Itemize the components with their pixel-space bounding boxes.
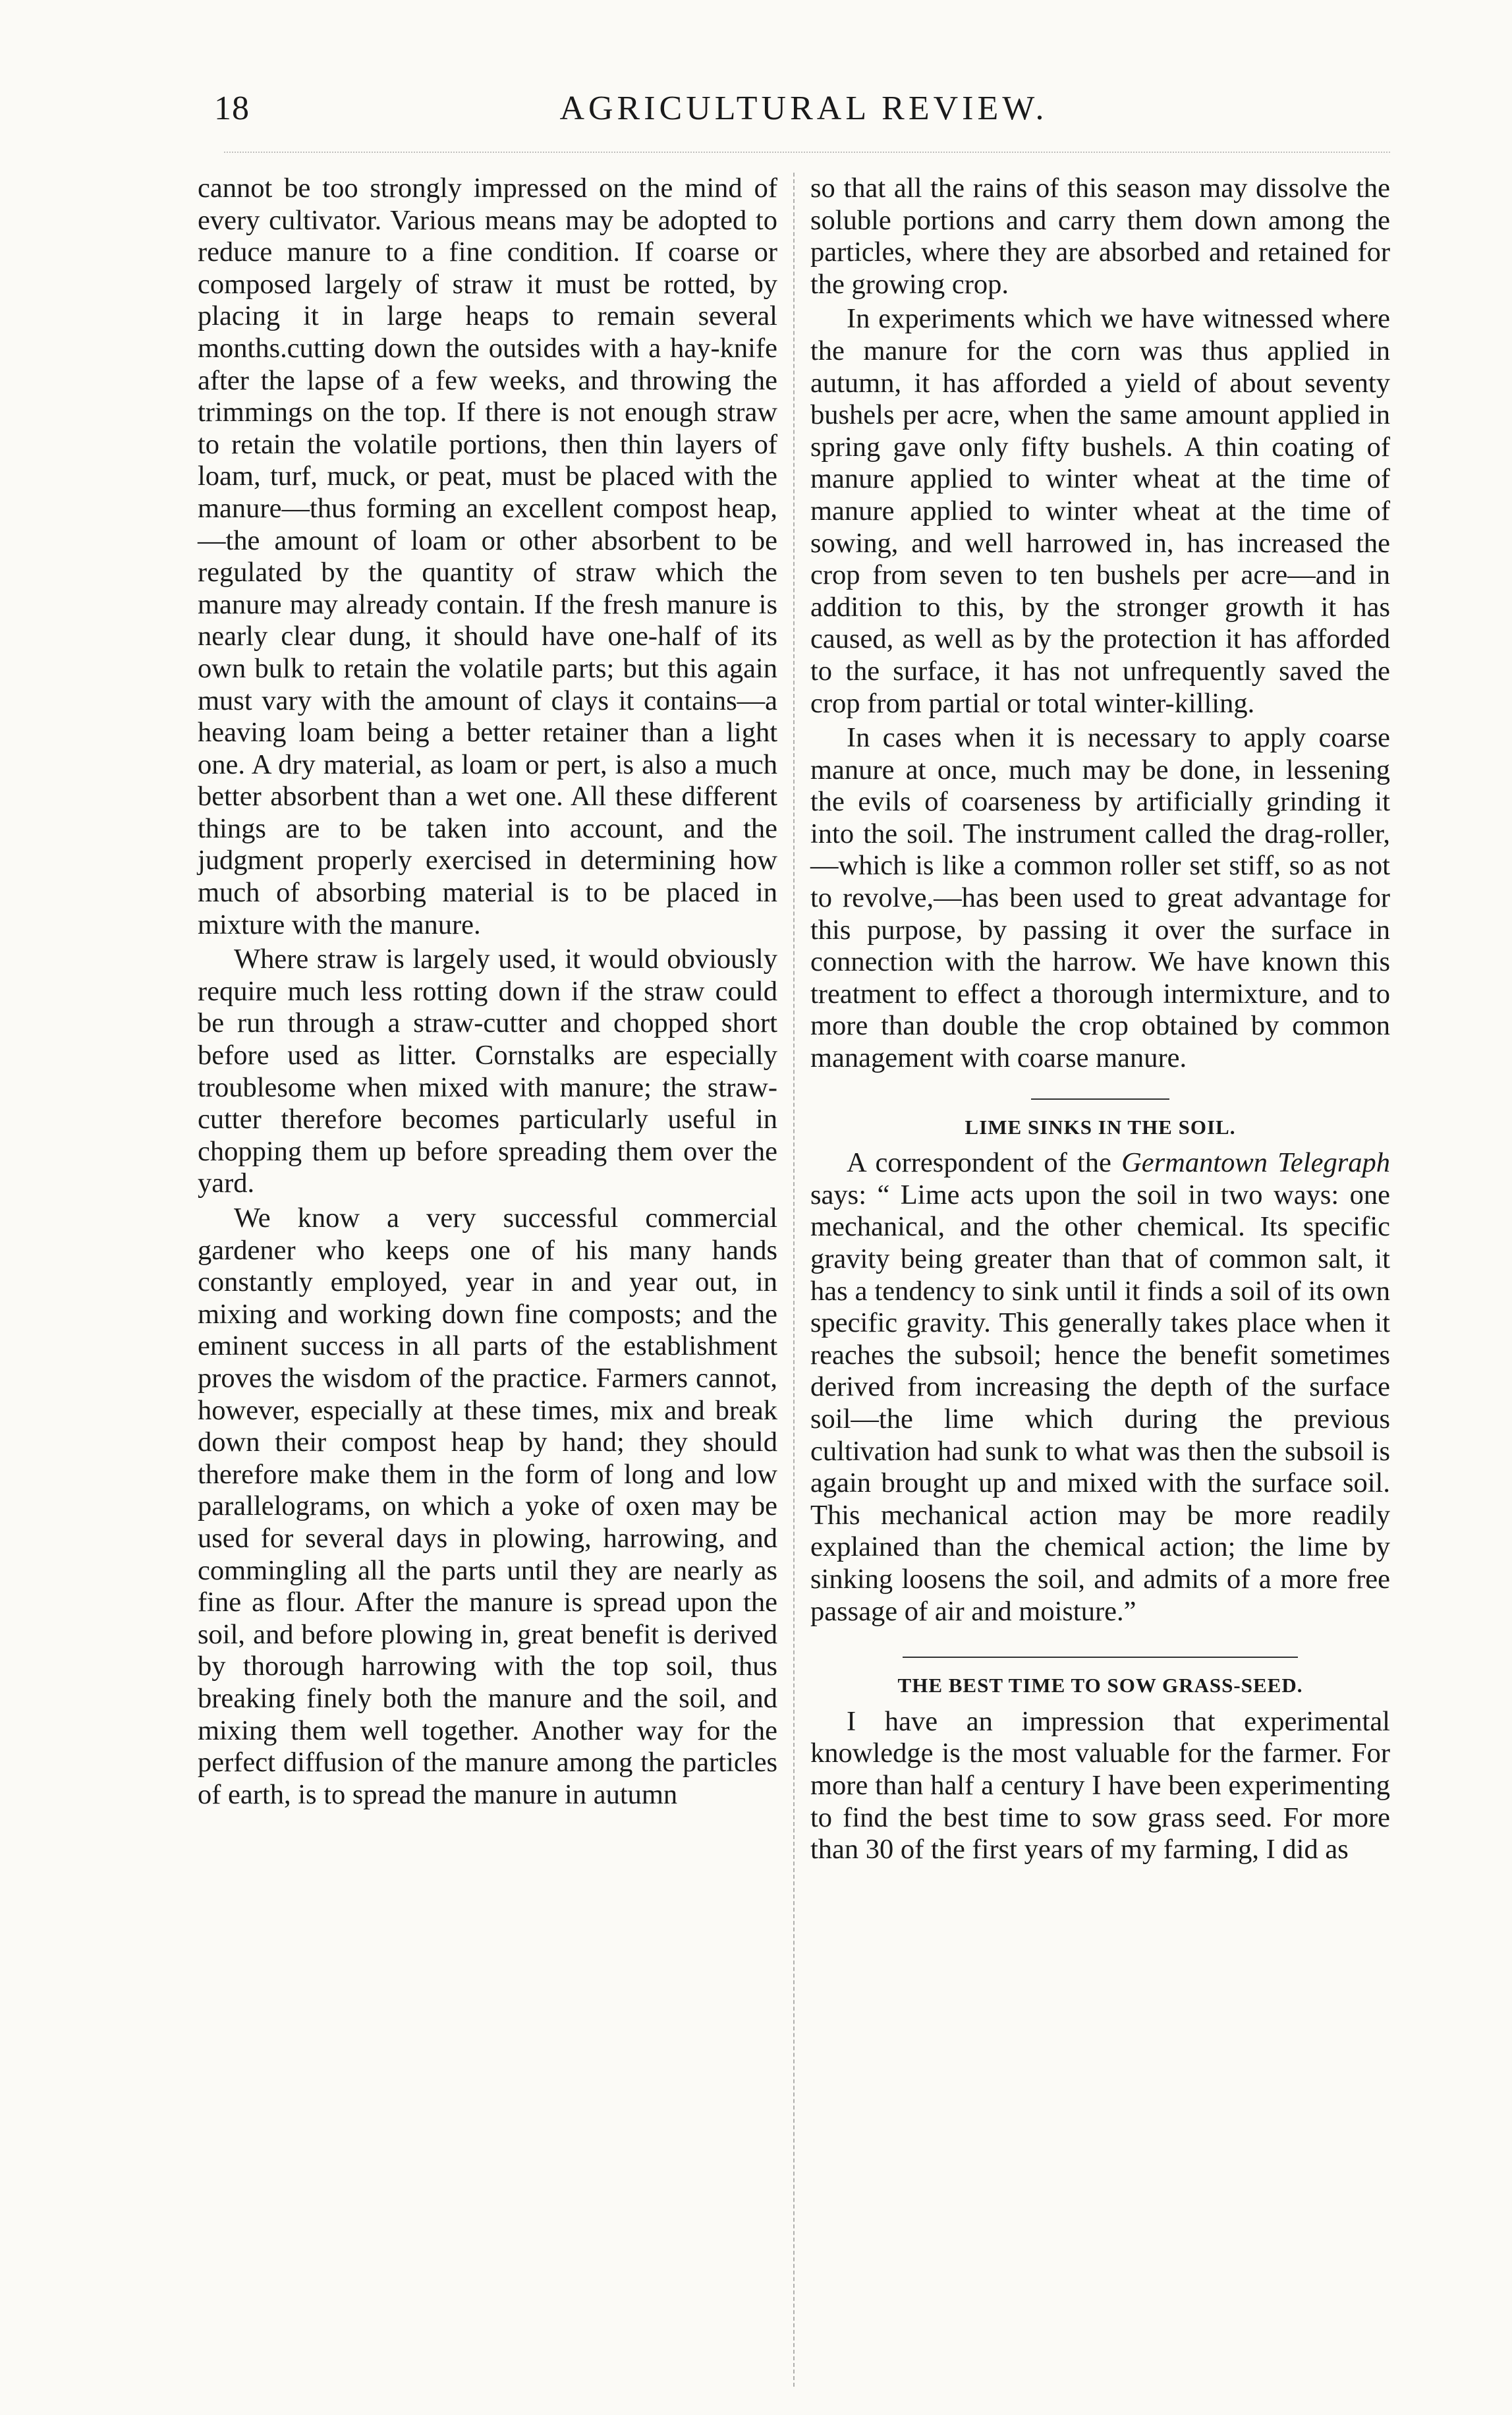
lime-intro: A correspondent of the bbox=[847, 1147, 1111, 1179]
lime-body: says: “ Lime acts upon the soil in two ways: one mechanical, and the other chemical. Its specific gravity being greater than that of common salt, it has a tendency to sink until it finds a soil of its own specific gravity. This generally takes place when it reaches the subsoil; hence the benefit sometimes derived from increasing the depth of the surface soil—the lime which during the previous cultivation had sunk to what was then the subsoil is again brought up and mixed with the surface soil. This mechanical action may be more readily explained than the chemical action; the lime by sinking loosens the soil, and admits of a more free passage of air and moisture.” bbox=[810, 1179, 1390, 1627]
right-column bbox=[810, 173, 1390, 1866]
left-column bbox=[198, 173, 777, 1811]
section-rule bbox=[1031, 1098, 1169, 1100]
right-paragraph-2: In experiments which we have witnessed where the manure for the corn was thus applied in autumn, it has afforded a yield of about seventy bushels per acre, when the same amount applied in spring gave only fifty bushels. A thin coating of manure applied to winter wheat at the time of manure applied to winter wheat at the time of sowing, and well harrowed in, has increased the crop from seven to ten bushels per acre—and in addition to this, by the stronger growth it has caused, as well as by the protection it has afforded to the surface, it has not unfrequently saved the crop from partial or total winter-killing. bbox=[810, 303, 1390, 719]
left-paragraph-2: Where straw is largely used, it would obviously require much less rotting down if the straw could be run through a straw-cutter and chopped short before used as litter. Cornstalks are especially troublesome when mixed with manure; the straw-cutter therefore becomes particularly useful in chopping them up before spreading them over the yard. bbox=[198, 944, 777, 1199]
header-rule bbox=[224, 152, 1390, 153]
left-paragraph-1: cannot be too strongly impressed on the mind of every cultivator. Various means may be adopted to reduce manure to a fine condition. If coarse or composed largely of straw it must be rotted, by placing it in large heaps to remain several months.cutting down the outsides with a hay-knife after the lapse of a few weeks, and throwing the trimmings on the top. If there is not enough straw to retain the volatile portions, then thin layers of loam, turf, muck, or peat, must be placed with the manure—thus forming an excellent compost heap,—the amount of loam or other absorbent to be regulated by the quantity of straw which the manure may already contain. If the fresh manure is nearly clear dung, it should have one-half of its own bulk to retain the volatile parts; but this again must vary with the amount of clays it contains—a heaving loam being a better retainer than a light one. A dry material, as loam or pert, is also a much better absorbent than a wet one. All these different things are to be taken into account, and the judgment properly exercised in determining how much of absorbing material is to be placed in mixture with the manure. bbox=[198, 173, 777, 940]
section-rule bbox=[903, 1657, 1298, 1658]
lime-source-title: Germantown Telegraph bbox=[1121, 1147, 1390, 1179]
section-title-grass-seed: THE BEST TIME TO SOW GRASS-SEED. bbox=[897, 1674, 1303, 1697]
lime-paragraph bbox=[810, 1147, 1390, 1628]
running-title: AGRICULTURAL REVIEW. bbox=[559, 90, 1048, 127]
left-paragraph-3: We know a very successful commercial gardener who keeps one of his many hands constantly employed, year in and year out, in mixing and working down fine composts; and the eminent success in all parts of the establishment proves the wisdom of the practice. Farmers cannot, however, especially at these times, mix and break down their compost heap by hand; they should therefore make them in the form of long and low parallelograms, on which a yoke of oxen may be used for several days in plowing, harrowing, and commingling all the parts until they are nearly as fine as flour. After the manure is spread upon the soil, and before plowing in, great benefit is derived by thorough harrowing with the top soil, thus breaking finely both the manure and the soil, and mixing them well together. Another way for the perfect diffusion of the manure among the particles of earth, is to spread the manure in autumn bbox=[198, 1203, 777, 1810]
grass-seed-paragraph: I have an impression that experimental knowledge is the most valuable for the farmer. For more than half a century I have been experimenting to find the best time to sow grass seed. For more than 30 of the first years of my farming, I did as bbox=[810, 1705, 1390, 1865]
right-paragraph-1: so that all the rains of this season may dissolve the soluble portions and carry them down among the particles, where they are absorbed and retained for the growing crop. bbox=[810, 173, 1390, 300]
page-header bbox=[214, 89, 1393, 135]
column-divider bbox=[793, 173, 795, 2387]
page-number: 18 bbox=[214, 90, 250, 127]
right-paragraph-3: In cases when it is necessary to apply coarse manure at once, much may be done, in lessening the evils of coarseness by artificially grinding it into the soil. The instrument called the drag-roller,—which is like a common roller set stiff, so as not to revolve,—has been used to great advantage for this purpose, by passing it over the surface in connection with the harrow. We have known this treatment to effect a thorough intermixture, and to more than double the crop obtained by common management with coarse manure. bbox=[810, 722, 1390, 1074]
section-title-lime: LIME SINKS IN THE SOIL. bbox=[965, 1115, 1236, 1139]
